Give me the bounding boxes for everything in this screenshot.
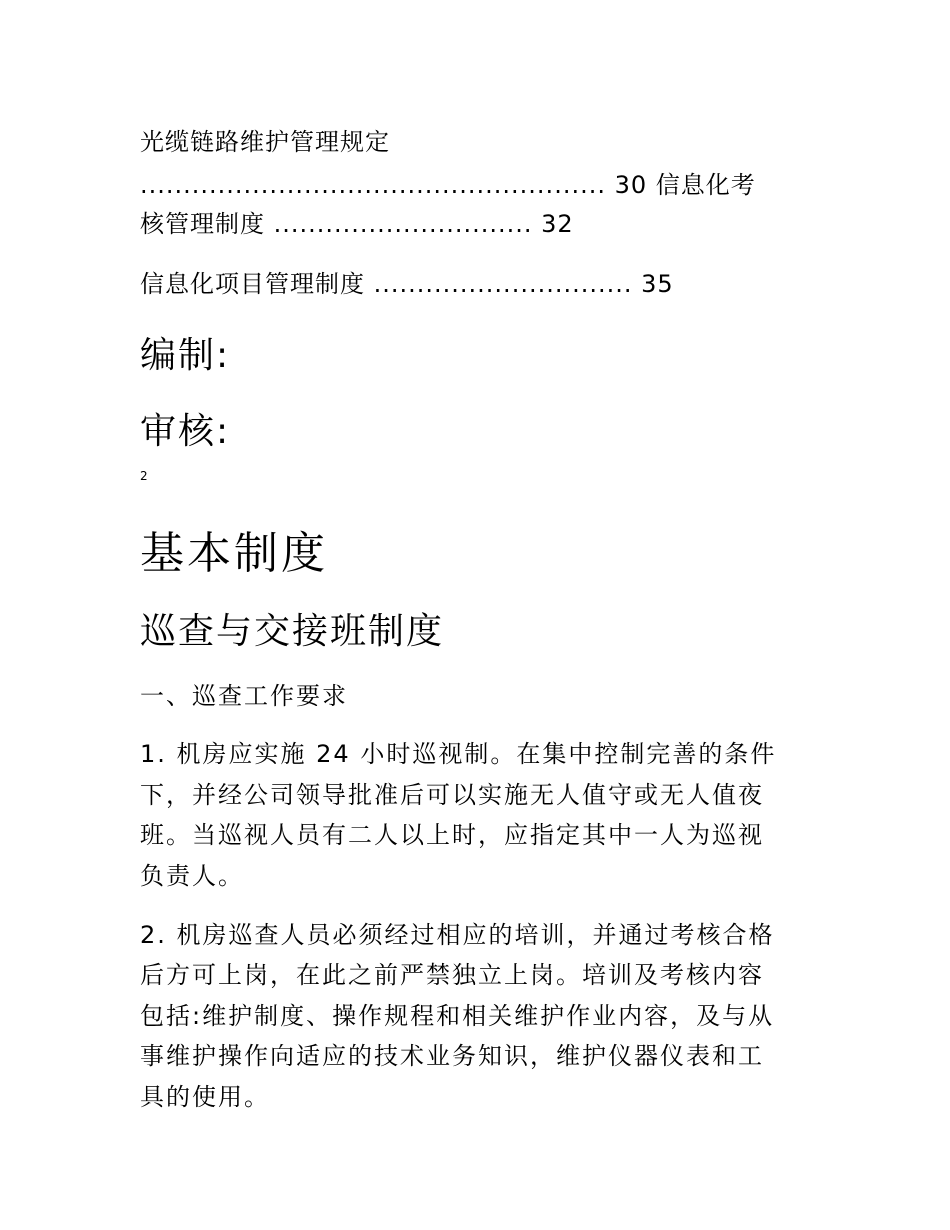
paragraph-line: 下，并经公司领导批准后可以实施无人值守或无人值夜 [140, 781, 764, 809]
toc-entry-assessment: 核管理制度 .............................. 32 [140, 210, 574, 238]
paragraph-line: 2. 机房巡查人员必须经过相应的培训，并通过考核合格 [140, 921, 775, 949]
subsection-heading: 一、巡查工作要求 [140, 682, 348, 710]
toc-entry-project-mgmt: 信息化项目管理制度 .............................. 35 [140, 270, 674, 298]
section-subtitle: 巡查与交接班制度 [140, 611, 445, 652]
toc-entry-fiber-link: 光缆链路维护管理规定 [140, 128, 390, 156]
compiled-by-label: 编制: [140, 335, 231, 376]
paragraph-line: 1. 机房应实施 24 小时巡视制。在集中控制完善的条件 [140, 740, 777, 768]
page-number: 2 [140, 469, 148, 483]
reviewed-by-label: 审核: [140, 411, 231, 452]
toc-leader-line: ...................................................... 30 信息化考 [140, 171, 756, 199]
section-title: 基本制度 [140, 528, 328, 579]
paragraph-line: 具的使用。 [140, 1083, 270, 1111]
paragraph-line: 负责人。 [140, 862, 244, 890]
paragraph-line: 事维护操作向适应的技术业务知识，维护仪器仪表和工 [140, 1042, 764, 1070]
paragraph-line: 班。当巡视人员有二人以上时，应指定其中一人为巡视 [140, 821, 764, 849]
paragraph-line: 后方可上岗，在此之前严禁独立上岗。培训及考核内容 [140, 961, 764, 989]
paragraph-line: 包括:维护制度、操作规程和相关维护作业内容，及与从 [140, 1002, 775, 1030]
